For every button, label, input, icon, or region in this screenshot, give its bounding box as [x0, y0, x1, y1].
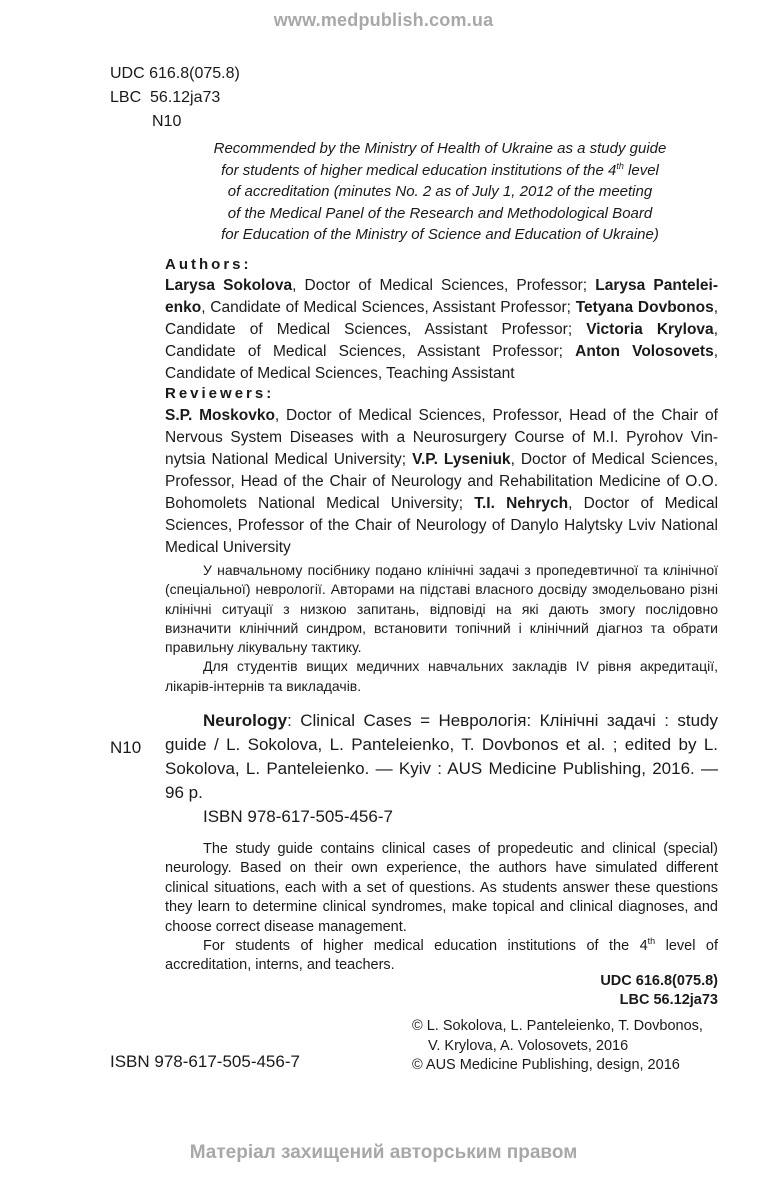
lbc-right: LBC 56.12ja73	[619, 992, 718, 1008]
authors-heading: Authors:	[165, 256, 252, 273]
annotation-paragraph: Для студентів вищих медичних навчальних закладів IV рівня акредитації, лікарів-інтернів та викладачів.	[165, 658, 718, 694]
reviewer-name: T.I. Nehrych	[474, 495, 569, 512]
annotation-paragraph: У навчальному посібнику подано клінічні задачі з пропедевтичної та клінічної (спеціальної) неврології. Авторами на підставі власного досвіду змодельовано різні клінічні ситуації з низкою запитань, відповіді на які дають змогу послідовно визначити клінічний синдром, встановити топічний і клінічний діагноз та обрати правильну лікувальну тактику.	[165, 562, 718, 656]
book-title: Neurology	[203, 711, 288, 730]
copyright-authors: © L. Sokolova, L. Panteleienko, T. Dovbonos,	[412, 1018, 703, 1034]
annotation-english	[165, 840, 718, 976]
reviewer-name: V.P. Lyseniuk	[412, 451, 511, 468]
author-name: Tetyana Dovbonos	[575, 299, 714, 316]
lbc-code	[110, 86, 220, 110]
author-mark: N10	[152, 113, 182, 130]
author-name: Larysa Sokolova	[165, 277, 293, 294]
watermark-url: www.medpublish.com.ua	[273, 10, 494, 30]
copyright-watermark: Матеріал захищений авторським правом	[189, 1142, 578, 1163]
copyright-publisher: © AUS Medicine Publishing, design, 2016	[412, 1057, 680, 1073]
reviewers-list: S.P. Moskovko, Doctor of Medical Sciences, Professor, Head of the Chair of Nervous System Diseases with a Neurosurgery Course of M.I. Pyrohov Vinnytsia National Medical University; V.P. Lyseniuk, Doctor of Medical Sciences, Professor, Head of the Chair of Neurology and Rehabilitation Medicine of O.O. Bohomolets National Medical University; T.I. Nehrych, Doctor of Medical Sciences, Professor of the Chair of Neurology of Danylo Halytsky Lviv National Medical University	[165, 407, 719, 556]
recommendation-line: Recommended by the Ministry of Health of Ukraine as a study guide	[213, 140, 667, 157]
recommendation-line: for Education of the Ministry of Science and Education of Ukraine)	[221, 226, 659, 243]
annotation-paragraph: The study guide contains clinical cases of propedeutic and clinical (special) neurology. Based on their own experience, the authors have simulated different clinical situations, each with a set of questions. As students answer these questions they learn to determine clinical syndromes, make topical and clinical diagnoses, and choose correct disease management.	[165, 841, 718, 935]
udc-code: UDC 616.8(075.8)	[110, 65, 240, 82]
recommendation-note	[200, 138, 680, 246]
lbc-label: LBC	[110, 89, 142, 106]
author-name: Victoria Krylova	[586, 321, 714, 338]
recommendation-line: of accreditation (minutes No. 2 as of July 1, 2012 of the meeting	[227, 183, 653, 200]
isbn-inline: ISBN 978-617-505-456-7	[203, 807, 393, 826]
annotation-ukrainian	[165, 561, 718, 696]
reviewers-heading: Reviewers:	[165, 385, 275, 402]
author-name: Anton Volosovets	[575, 343, 714, 360]
annotation-paragraph: For students of higher medical education institutions of the 4th level of accreditation, interns, and teachers.	[165, 936, 718, 974]
reviewer-name: S.P. Moskovko	[165, 407, 275, 424]
udc-right: UDC 616.8(075.8)	[600, 973, 718, 989]
copyright-authors-cont: V. Krylova, A. Volosovets, 2016	[428, 1037, 629, 1054]
udc-right-block	[600, 972, 718, 1010]
copyright-block	[412, 1017, 732, 1076]
recommendation-line: for students of higher medical education institutions of the 4th level	[221, 160, 659, 179]
isbn-bottom: ISBN 978-617-505-456-7	[110, 1052, 300, 1071]
side-author-mark: N10	[110, 738, 142, 757]
lbc-value: 56.12ja73	[150, 89, 221, 106]
bibliographic-record: Neurology: Clinical Cases = Неврологія: Клінічні задачі : study guide / L. Sokolova, L. Panteleienko, T. Dovbonos et al. ; edited by L. Sokolova, L. Panteleienko. — Kyiv : AUS Medicine Publishing, 2016. — 96 p. ISBN 978-617-505-456-7	[165, 709, 718, 829]
recommendation-line: of the Medical Panel of the Research and Methodological Board	[227, 204, 653, 222]
authors-list: Larysa Sokolova, Doctor of Medical Sciences, Professor; Larysa Panteleienko, Candidate of Medical Sciences, Assistant Professor; Tetyana Dovbonos, Candidate of Medical Sciences, Assistant Professor; Victoria Krylova, Candidate of Medical Sciences, Assistant Professor; Anton Volosovets, Candidate of Medical Sciences, Teaching Assistant	[165, 277, 719, 382]
author-name: Larysa Panteleienko	[165, 277, 719, 316]
